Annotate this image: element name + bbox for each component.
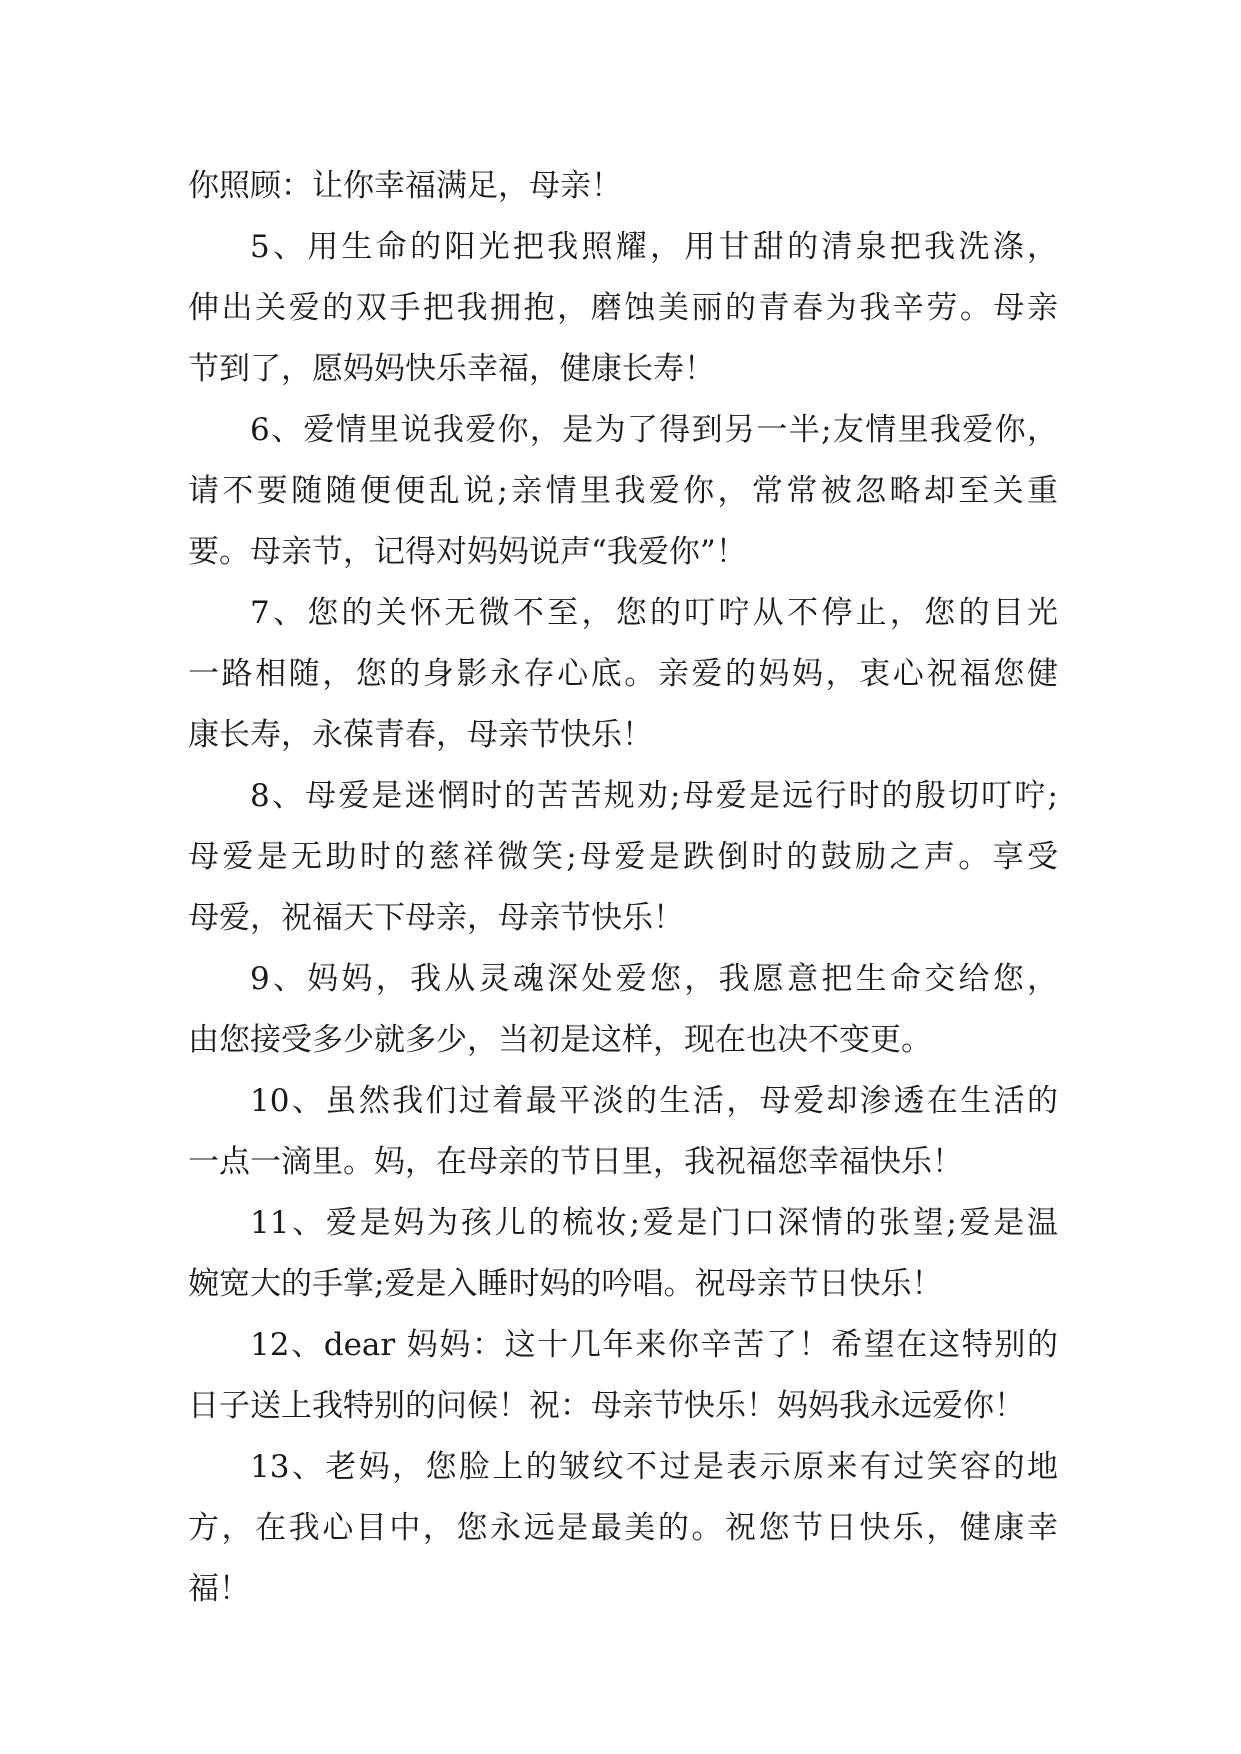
paragraph-line: 福！ [188, 1571, 250, 1607]
paragraph-line: 12、dear 妈妈：这十几年来你辛苦了！希望在这特别的 [250, 1327, 1058, 1363]
paragraph-line: 8、母爱是迷惘时的苦苦规劝;母爱是远行时的殷切叮咛; [250, 778, 1058, 814]
paragraph-line: 11、爱是妈为孩儿的梳妆;爱是门口深情的张望;爱是温 [250, 1205, 1058, 1241]
paragraph-line: 母爱，祝福天下母亲，母亲节快乐！ [188, 900, 684, 936]
document-body [188, 156, 1058, 1620]
paragraph-line: 方，在我心目中，您永远是最美的。祝您节日快乐，健康幸 [188, 1510, 1058, 1546]
paragraph-line: 康长寿，永葆青春，母亲节快乐！ [188, 717, 653, 753]
paragraph-line: 日子送上我特别的问候！祝：母亲节快乐！妈妈我永远爱你！ [188, 1388, 1025, 1424]
paragraph-line: 9、妈妈，我从灵魂深处爱您，我愿意把生命交给您， [250, 961, 1058, 997]
paragraph-line: 母爱是无助时的慈祥微笑;母爱是跌倒时的鼓励之声。享受 [188, 839, 1058, 875]
paragraph-line: 7、您的关怀无微不至，您的叮咛从不停止，您的目光 [250, 595, 1058, 631]
paragraph-line: 由您接受多少就多少，当初是这样，现在也决不变更。 [188, 1022, 932, 1058]
paragraph-line: 婉宽大的手掌;爱是入睡时妈的吟唱。祝母亲节日快乐！ [188, 1266, 943, 1302]
paragraph-line: 10、虽然我们过着最平淡的生活，母爱却渗透在生活的 [250, 1083, 1058, 1119]
paragraph-line: 要。母亲节，记得对妈妈说声“我爱你”！ [188, 534, 747, 570]
paragraph-line: 你照顾：让你幸福满足，母亲！ [188, 168, 622, 204]
paragraph-line: 6、爱情里说我爱你，是为了得到另一半;友情里我爱你， [250, 412, 1058, 448]
paragraph-line: 节到了，愿妈妈快乐幸福，健康长寿！ [188, 351, 715, 387]
paragraph-line: 一路相随，您的身影永存心底。亲爱的妈妈，衷心祝福您健 [188, 656, 1058, 692]
paragraph-line: 5、用生命的阳光把我照耀，用甘甜的清泉把我洗涤， [250, 229, 1058, 265]
paragraph-line: 13、老妈，您脸上的皱纹不过是表示原来有过笑容的地 [250, 1449, 1058, 1485]
paragraph-line: 一点一滴里。妈，在母亲的节日里，我祝福您幸福快乐！ [188, 1144, 963, 1180]
paragraph-line: 伸出关爱的双手把我拥抱，磨蚀美丽的青春为我辛劳。母亲 [188, 290, 1058, 326]
paragraph-line: 请不要随随便便乱说;亲情里我爱你，常常被忽略却至关重 [188, 473, 1058, 509]
